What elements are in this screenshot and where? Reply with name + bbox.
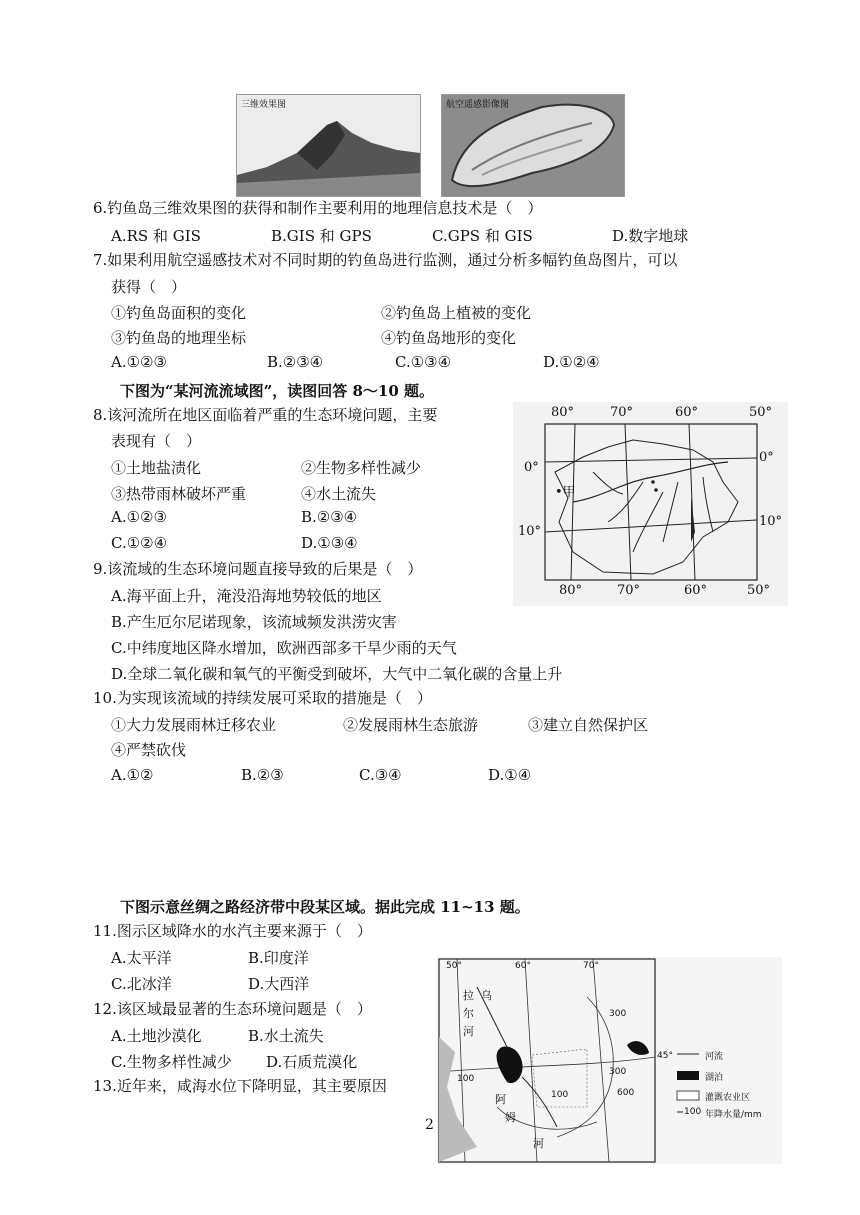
map2-top-label-70: 70° [583, 961, 599, 971]
map2-iso-100-center: 100 [551, 1090, 569, 1100]
page-number: 2 [425, 1117, 434, 1133]
q7-item-4: ④钓鱼岛地形的变化 [381, 329, 517, 347]
q6-stem: 6.钓鱼岛三维效果图的获得和制作主要利用的地理信息技术是（ ） [93, 199, 543, 217]
river-basin-map [513, 402, 788, 606]
map2-river-1-char-3: 尔 [463, 1007, 474, 1020]
river-basin-graphic [513, 402, 788, 606]
q11-option-c: C.北冰洋 [111, 975, 172, 993]
q6-option-b: B.GIS 和 GPS [271, 227, 372, 245]
q10-option-c: C.③④ [359, 766, 402, 784]
q8-option-a: A.①②③ [111, 508, 167, 526]
q12-option-b: B.水土流失 [248, 1027, 324, 1045]
q8-option-c: C.①②④ [111, 534, 168, 552]
q10-item-4: ④严禁砍伐 [111, 741, 187, 759]
q8-option-b: B.②③④ [301, 508, 358, 526]
map1-bottom-label-2: 70° [617, 583, 641, 598]
map2-iso-100-west: 100 [457, 1074, 475, 1084]
q12-option-d: D.石质荒漠化 [266, 1053, 358, 1071]
section-intro-8-10: 下图为“某河流流域图”，读图回答 8～10 题。 [120, 382, 435, 400]
map2-iso-300-north: 300 [609, 1009, 627, 1019]
q12-option-c: C.生物多样性减少 [111, 1053, 232, 1071]
q11-stem: 11.图示区域降水的水汽主要来源于（ ） [93, 922, 372, 940]
map1-left-lat-0: 0° [524, 460, 539, 475]
q8-item-3: ③热带雨林破坏严重 [111, 485, 247, 503]
map2-legend-river: 河流 [705, 1052, 724, 1062]
q7-item-1: ①钓鱼岛面积的变化 [111, 304, 247, 322]
q9-option-c: C.中纬度地区降水增加，欧洲西部多干旱少雨的天气 [111, 639, 457, 657]
silk-road-region-map [437, 957, 782, 1164]
three-d-view-image [236, 94, 421, 197]
q10-option-a: A.①② [111, 766, 154, 784]
q8-item-2: ②生物多样性减少 [301, 459, 422, 477]
map1-right-lat-0: 0° [759, 450, 774, 465]
map2-top-label-50: 50° [446, 961, 462, 971]
q10-option-d: D.①④ [488, 766, 532, 784]
q13-stem: 13.近年来，咸海水位下降明显，其主要原因 [93, 1077, 387, 1095]
map2-lat-45: 45° [657, 1051, 673, 1061]
q7-option-a: A.①②③ [111, 353, 167, 371]
q12-stem: 12.该区域最显著的生态环境问题是（ ） [93, 1000, 372, 1018]
map2-legend-irrigated: 灌溉农业区 [705, 1093, 751, 1103]
map2-legend-precip: 年降水量/mm [705, 1110, 762, 1120]
map2-legend-precip-value: 100 [684, 1107, 702, 1117]
three-d-caption: 三维效果图 [241, 100, 287, 110]
section-intro-11-13: 下图示意丝绸之路经济带中段某区域。据此完成 11~13 题。 [120, 898, 530, 916]
q8-stem-1: 8.该河流所在地区面临着严重的生态环境问题，主要 [93, 406, 438, 424]
q11-option-a: A.太平洋 [111, 949, 172, 967]
q7-item-2: ②钓鱼岛上植被的变化 [381, 304, 532, 322]
q9-option-a: A.海平面上升，淹没沿海地势较低的地区 [111, 587, 382, 605]
q7-stem-1: 7.如果利用航空遥感技术对不同时期的钓鱼岛进行监测，通过分析多幅钓鱼岛图片，可以 [93, 251, 678, 269]
q7-option-d: D.①②④ [543, 353, 600, 371]
q8-item-4: ④水土流失 [301, 485, 377, 503]
map2-river-1-char-4: 河 [463, 1025, 474, 1038]
q10-item-2: ②发展雨林生态旅游 [343, 716, 479, 734]
q7-option-b: B.②③④ [267, 353, 324, 371]
q10-item-3: ③建立自然保护区 [528, 716, 649, 734]
q7-option-c: C.①③④ [395, 353, 452, 371]
map1-top-label-4: 50° [749, 405, 773, 420]
map1-right-lat-10: 10° [759, 514, 783, 529]
map2-river-1-char-1: 拉 [463, 989, 474, 1002]
map1-bottom-label-4: 50° [747, 583, 771, 598]
q12-option-a: A.土地沙漠化 [111, 1027, 202, 1045]
q8-item-1: ①土地盐渍化 [111, 459, 202, 477]
map2-river-2-char-3: 河 [533, 1137, 544, 1150]
map2-legend-lake: 湖泊 [705, 1073, 724, 1083]
q11-option-d: D.大西洋 [248, 975, 310, 993]
map1-top-label-3: 60° [675, 405, 699, 420]
remote-caption: 航空遥感影像图 [446, 100, 510, 110]
q8-stem-2: 表现有（ ） [111, 432, 202, 450]
q10-option-b: B.②③ [241, 766, 284, 784]
q9-option-d: D.全球二氧化碳和氧气的平衡受到破坏，大气中二氧化碳的含量上升 [111, 665, 563, 683]
q6-option-a: A.RS 和 GIS [111, 227, 201, 245]
map2-river-2-char-1: 阿 [495, 1093, 506, 1106]
q7-item-3: ③钓鱼岛的地理坐标 [111, 329, 247, 347]
map2-river-1-char-2: 乌 [481, 989, 492, 1002]
map1-bottom-label-3: 60° [684, 583, 708, 598]
map2-top-label-60: 60° [515, 961, 531, 971]
q6-option-c: C.GPS 和 GIS [432, 227, 533, 245]
map1-top-label-1: 80° [551, 405, 575, 420]
map1-bottom-label-1: 80° [559, 583, 583, 598]
q8-option-d: D.①③④ [301, 534, 358, 552]
q9-stem: 9.该流域的生态环境问题直接导致的后果是（ ） [93, 560, 423, 578]
island-remote-graphic [442, 95, 624, 196]
map2-river-2-char-2: 姆 [505, 1111, 516, 1124]
q6-option-d: D.数字地球 [612, 227, 689, 245]
q10-item-1: ①大力发展雨林迁移农业 [111, 716, 277, 734]
map2-iso-300-east: 300 [609, 1067, 627, 1077]
map1-left-lat-10: 10° [518, 524, 542, 539]
q7-stem-2: 获得（ ） [111, 278, 187, 296]
q11-option-b: B.印度洋 [248, 949, 309, 967]
aerial-remote-sensing-image [441, 94, 625, 197]
map1-place-jia: •甲 [555, 485, 576, 500]
map2-iso-600: 600 [617, 1088, 635, 1098]
q10-stem: 10.为实现该流域的持续发展可采取的措施是（ ） [93, 689, 432, 707]
q9-option-b: B.产生厄尔尼诺现象，该流域频发洪涝灾害 [111, 613, 397, 631]
map1-top-label-2: 70° [610, 405, 634, 420]
island-3d-graphic [237, 95, 420, 196]
